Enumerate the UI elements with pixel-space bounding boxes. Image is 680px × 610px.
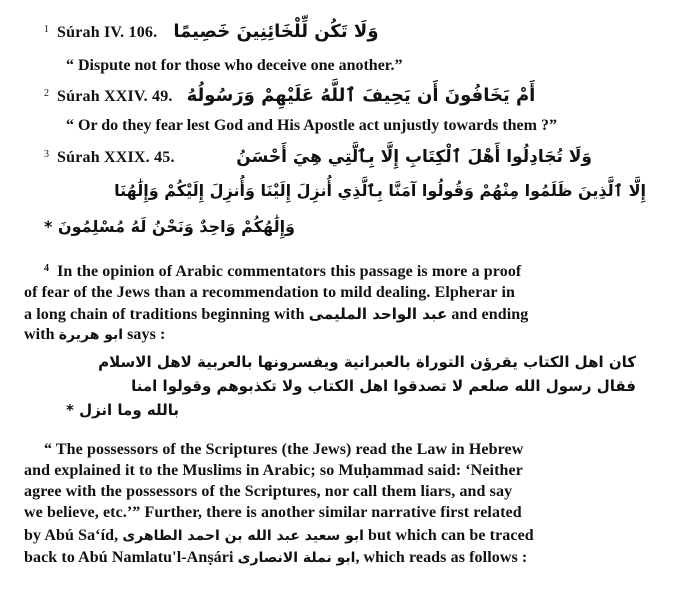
arabic-name: ابو سعيد عبد الله بن احمد الطاهرى xyxy=(122,528,364,544)
footnote-1 xyxy=(44,22,379,45)
arabic-name: ابو هريرة xyxy=(58,327,124,343)
footnote-4-line-4 xyxy=(24,325,166,345)
footnote-number: 4 xyxy=(44,263,50,274)
arabic-verse-line-1: وَلَا تُجَادِلُوا أَهْلَ ٱلْكِتَابِ إِلَّا بِٱلَّتِي هِيَ أَحْسَنُ xyxy=(236,147,592,167)
footnote-2 xyxy=(44,86,535,109)
text: with xyxy=(24,326,55,343)
arabic-quote-line-3: بالله وما انزل * xyxy=(66,401,179,419)
paragraph-line-4: we believe, etc.’” Further, there is another similar narrative first related xyxy=(24,504,522,521)
text: back to Abú Namlatu'l-Anṣári xyxy=(24,549,234,566)
arabic-quote-line-1: كان اهل الكتاب يقرؤن التوراة بالعبرانية ويفسرونها بالعربية لاهل الاسلام xyxy=(98,353,636,371)
arabic-verse: أَمْ يَخَافُونَ أَن يَحِيفَ ٱللَّهُ عَلَيْهِمْ وَرَسُولُهُ xyxy=(186,85,536,106)
text: by Abú Sa‘íd, xyxy=(24,527,119,544)
text: says : xyxy=(127,326,166,343)
footnote-4-line-1 xyxy=(44,262,521,284)
footnote-3 xyxy=(44,148,175,170)
footnote-number: 1 xyxy=(44,24,49,35)
text: In the opinion of Arabic commentators this passage is more a proof xyxy=(57,263,522,280)
arabic-quote-line-2: فقال رسول الله صلعم لا تصدقوا اهل الكتاب ولا تكذبوهم وقولوا امنا xyxy=(131,377,636,395)
arabic-verse-line-3: وَإِلَٰهُكُمْ وَاحِدٌ وَنَحْنُ لَهُ مُسْلِمُونَ * xyxy=(44,217,295,236)
sura-reference: Súrah XXIV. 49. xyxy=(57,88,173,105)
arabic-name: ابو نملة الانصارى xyxy=(237,550,356,566)
paragraph-line-1: “ The possessors of the Scriptures (the Jews) read the Law in Hebrew xyxy=(44,441,524,458)
arabic-verse-line-2: إِلَّا ٱلَّذِينَ ظَلَمُوا مِنْهُمْ وَقُولُوا آمَنَّا بِٱلَّذِي أُنزِلَ إِلَيْنَا وَأُنزِلَ إِلَيْكُمْ وَإِلَٰهُنَا xyxy=(114,181,646,200)
paragraph-line-5 xyxy=(24,526,534,546)
footnote-number: 2 xyxy=(44,88,49,99)
footnote-2-translation: “ Or do they fear lest God and His Apostle act unjustly towards them ?” xyxy=(66,117,557,134)
footnote-1-translation: “ Dispute not for those who deceive one another.” xyxy=(66,57,403,74)
text: and ending xyxy=(451,306,529,323)
arabic-name: عبد الواحد المليمى xyxy=(308,305,448,323)
footnote-4-line-3 xyxy=(24,304,528,325)
text: but which can be traced xyxy=(367,527,534,544)
paragraph-line-6 xyxy=(24,548,527,568)
paragraph-line-3: agree with the possessors of the Scriptures, nor call them liars, and say xyxy=(24,483,513,500)
footnote-number: 3 xyxy=(44,149,49,160)
text: , which reads as follows : xyxy=(355,549,528,566)
sura-reference: Súrah IV. 106. xyxy=(57,24,158,41)
paragraph-line-2: and explained it to the Muslims in Arabic; so Muḥammad said: ‘Neither xyxy=(24,462,523,479)
arabic-verse: وَلَا تَكُن لِّلْخَائِنِينَ خَصِيمًا xyxy=(173,21,379,42)
footnote-4-line-2: of fear of the Jews than a recommendation to mild dealing. Elpherar in xyxy=(24,284,515,301)
text: a long chain of traditions beginning with xyxy=(24,306,305,323)
sura-reference: Súrah XXIX. 45. xyxy=(57,149,175,166)
